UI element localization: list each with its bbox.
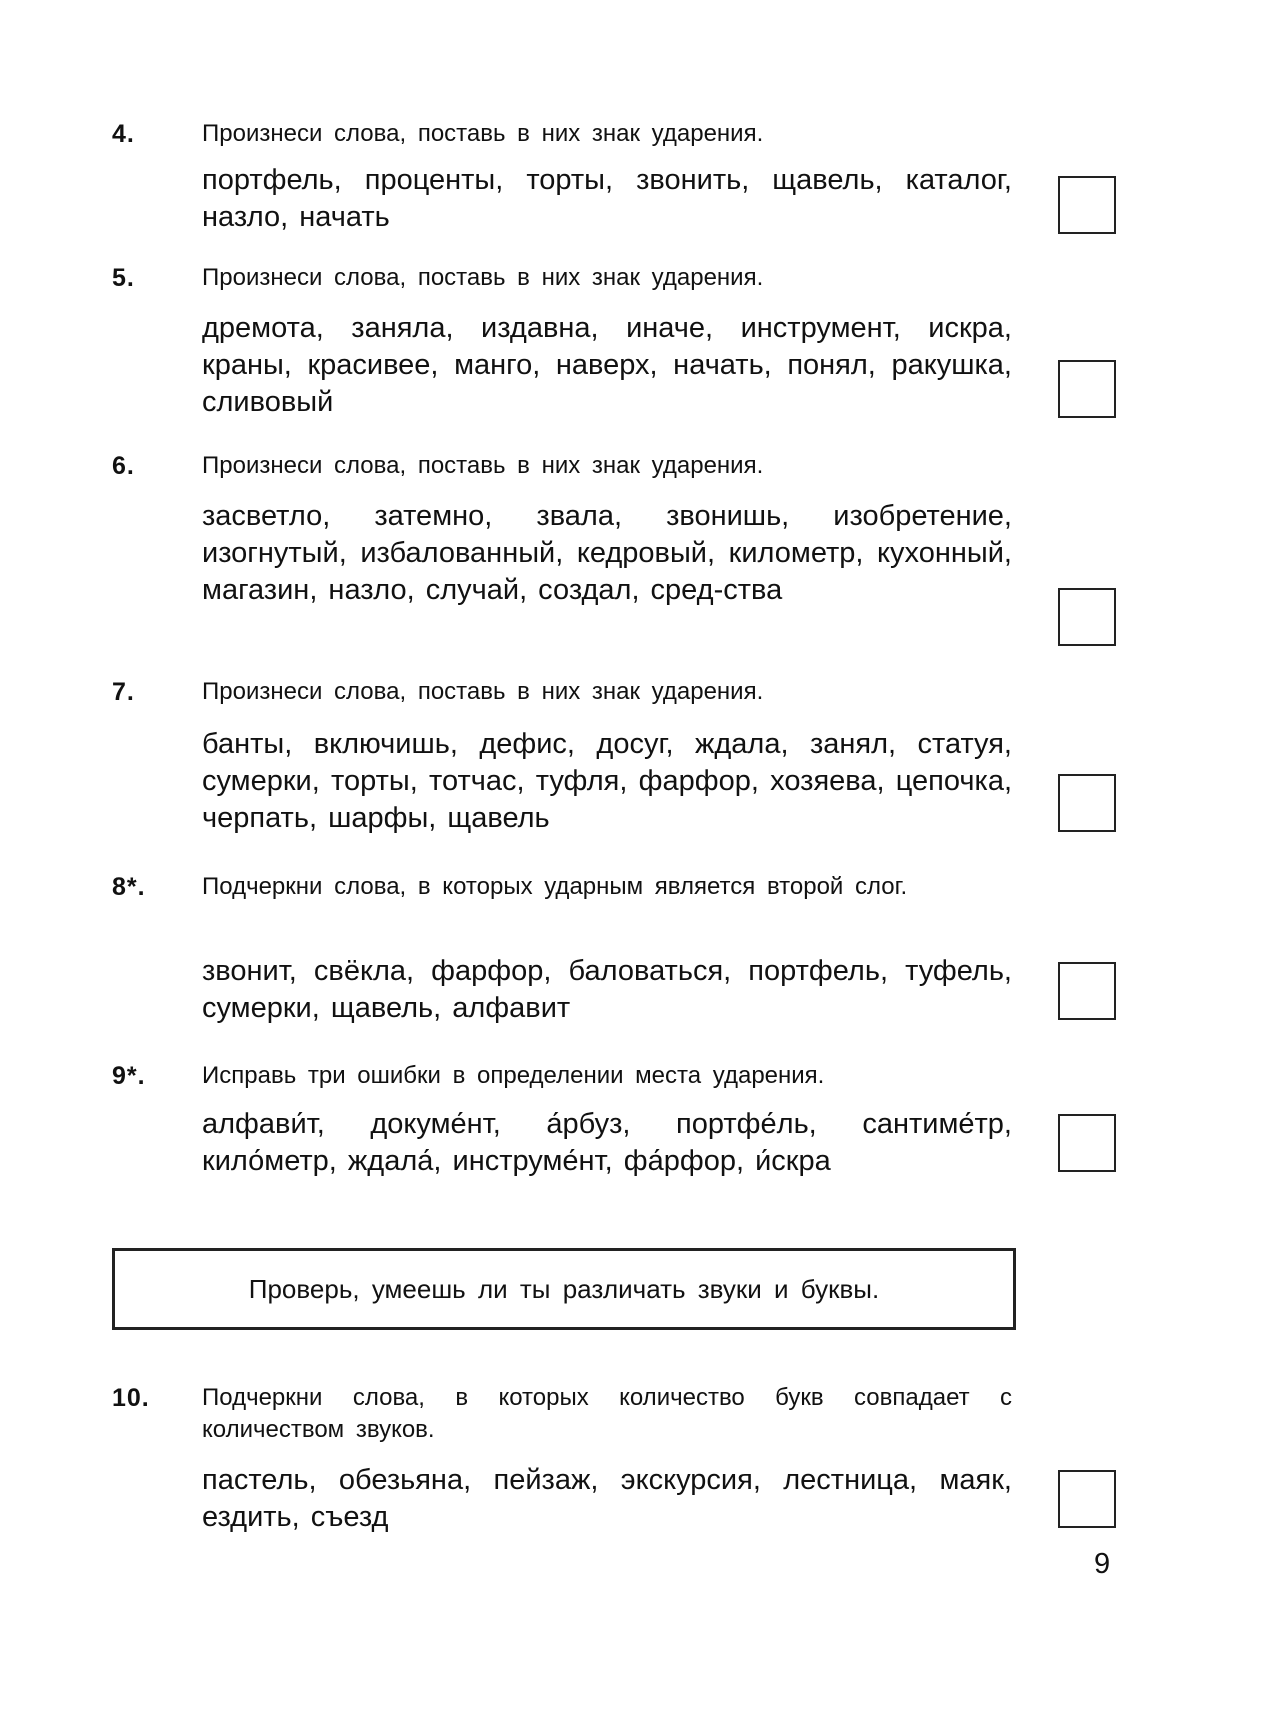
task-words: засветло, затемно, звала, звонишь, изобретение, изогнутый, избалованный, кедровый, километр, кухонный, магазин, назло, случай, создал, сред-ства <box>202 500 1012 606</box>
task-number: 9*. <box>112 1062 146 1090</box>
task-words: портфель, проценты, торты, звонить, щавель, каталог, назло, начать <box>202 164 1012 233</box>
task-instruction: Произнеси слова, поставь в них знак ударения. <box>202 264 764 291</box>
answer-box-5[interactable] <box>1058 360 1116 418</box>
task-instruction: Подчеркни слова, в которых ударным является второй слог. <box>202 873 908 900</box>
section-banner <box>112 1248 1016 1330</box>
task-instruction: Произнеси слова, поставь в них знак ударения. <box>202 452 764 479</box>
task-words: звонит, свёкла, фарфор, баловаться, портфель, туфель, сумерки, щавель, алфавит <box>202 955 1012 1024</box>
section-banner-text: Проверь, умеешь ли ты различать звуки и буквы. <box>248 1273 880 1304</box>
task-words: дремота, заняла, издавна, иначе, инструмент, искра, краны, красивее, манго, наверх, начать, понял, ракушка, сливовый <box>202 312 1012 418</box>
task-number: 4. <box>112 120 135 148</box>
task-instruction: Исправь три ошибки в определении места ударения. <box>202 1062 825 1089</box>
task-number: 8*. <box>112 873 146 901</box>
answer-box-7[interactable] <box>1058 774 1116 832</box>
page-number: 9 <box>1094 1548 1111 1580</box>
task-number: 6. <box>112 452 135 480</box>
answer-box-8[interactable] <box>1058 962 1116 1020</box>
task-number: 10. <box>112 1384 150 1412</box>
task-words: пастель, обезьяна, пейзаж, экскурсия, лестница, маяк, ездить, съезд <box>202 1464 1012 1533</box>
answer-box-4[interactable] <box>1058 176 1116 234</box>
task-instruction: Подчеркни слова, в которых количество букв совпадает с количеством звуков. <box>202 1384 1012 1443</box>
task-instruction: Произнеси слова, поставь в них знак ударения. <box>202 678 764 705</box>
task-words: алфави́т, докуме́нт, а́рбуз, портфе́ль, сантиме́тр, кило́метр, ждала́, инструме́нт, фа́рфор, и́скра <box>202 1108 1012 1177</box>
task-number: 5. <box>112 264 135 292</box>
answer-box-10[interactable] <box>1058 1470 1116 1528</box>
task-words: банты, включишь, дефис, досуг, ждала, занял, статуя, сумерки, торты, тотчас, туфля, фарфор, хозяева, цепочка, черпать, шарфы, щавель <box>202 728 1012 834</box>
answer-box-6[interactable] <box>1058 588 1116 646</box>
answer-box-9[interactable] <box>1058 1114 1116 1172</box>
task-number: 7. <box>112 678 135 706</box>
task-instruction: Произнеси слова, поставь в них знак ударения. <box>202 120 764 147</box>
